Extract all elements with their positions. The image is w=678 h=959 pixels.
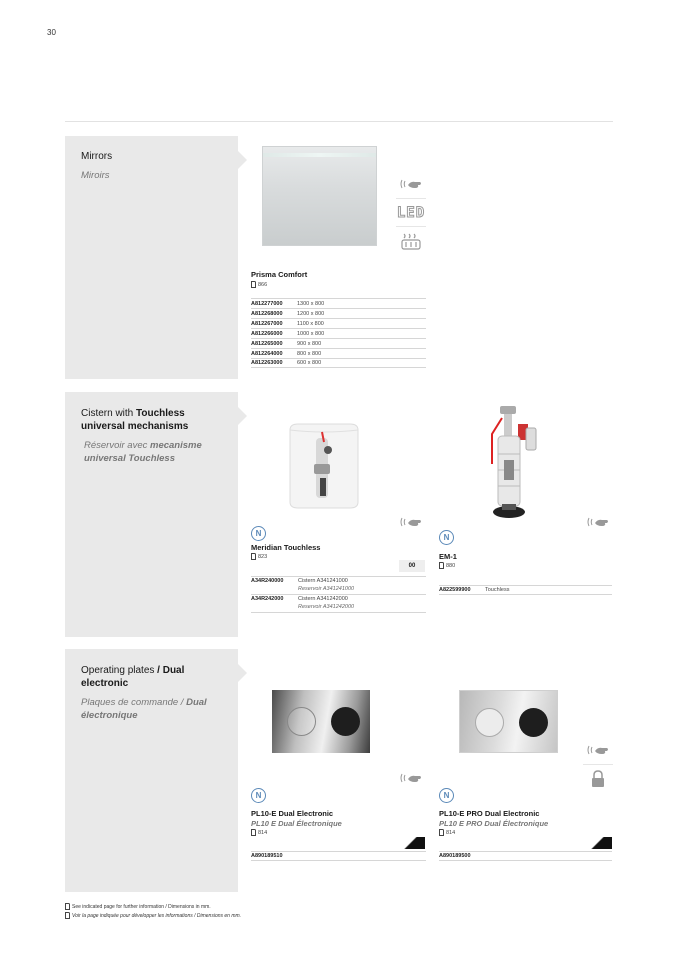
section-title: Operating plates / Dual electronic [81,665,185,689]
description-fr: Reservoir A341242000 [298,603,355,610]
product-dimensions: Touchless [485,587,510,593]
product-code: A822599900 [439,587,471,593]
page-reference: 823 [251,553,267,560]
pl10e-pro-plate-image [459,690,558,753]
product-code: A34R240000 [251,578,284,584]
description-en: Cistern A341242000 [298,596,348,602]
product-description [298,578,354,593]
touchless-hand-icon [396,764,426,792]
table-row [251,308,426,318]
product-code: A812264000 [251,350,283,357]
page-reference: 880 [439,562,455,569]
document-icon [251,281,256,288]
table-row [251,576,426,594]
product-dimensions: 900 x 800 [297,340,322,347]
chrome-black-swatch [583,837,612,849]
touchless-hand-icon [396,508,426,536]
led-icon [396,198,426,226]
table-row [439,585,612,595]
product-name: EM-1 [439,552,457,561]
touchless-hand-icon [583,736,613,764]
em1-variants-table [439,585,612,595]
table-row [251,338,426,348]
table-row [251,318,426,328]
mirror-variants-table [251,298,426,368]
product-name-fr: PL10 E Dual Électronique [251,819,342,828]
product-code: A812266000 [251,330,283,337]
product-code: A812277000 [251,300,283,307]
page-reference: 814 [251,829,267,836]
table-row [251,348,426,358]
product-name: PL10-E PRO Dual Electronic [439,809,540,818]
document-icon [439,562,444,569]
document-icon [65,903,70,910]
document-icon [439,829,444,836]
heater-icon [396,226,426,254]
em1-mechanism-image [480,404,540,526]
new-badge: N [251,788,266,803]
chrome-black-swatch [396,837,425,849]
page-number: 30 [47,28,56,37]
table-row [251,298,426,308]
section-title: Cistern with Touchless universal mechanisms [81,408,189,432]
section-mirrors [65,136,238,379]
section-cistern [65,392,238,637]
color-code-badge: 00 [399,560,425,572]
new-badge: N [439,788,454,803]
product-code: A812267000 [251,320,283,327]
section-subtitle: Miroirs [81,170,110,181]
section-subtitle: Réservoir avec mecanisme universal Touchless [84,440,202,464]
product-dimensions: 1000 x 800 [297,330,325,337]
touchless-hand-icon [583,508,613,536]
new-badge: N [251,526,266,541]
description-en: Cistern A341241000 [298,578,348,584]
product-description [298,596,354,611]
product-code: A812263000 [251,360,283,366]
touchless-hand-icon [396,170,426,198]
product-dimensions: 1200 x 800 [297,310,325,317]
section-operating-plates [65,649,238,892]
product-code: A812268000 [251,310,283,317]
section-subtitle: Plaques de commande / Dual électronique [81,697,207,721]
footnote-en: See indicated page for further information / Dimensions in mm. [65,903,211,910]
product-name: Prisma Comfort [251,270,308,279]
cistern-variants-table [251,576,426,613]
pl10e-plate-image [272,690,370,753]
product-code: A812265000 [251,340,283,347]
mirror-image [262,146,377,246]
page-reference: 814 [439,829,455,836]
table-row [251,594,426,613]
document-icon [251,553,256,560]
product-dimensions: 1300 x 800 [297,300,325,307]
product-dimensions: 1100 x 800 [297,320,324,327]
product-name-fr: PL10 E PRO Dual Électronique [439,819,549,828]
product-code: A890189510 [251,853,283,859]
table-row [251,358,426,368]
top-divider [65,121,613,122]
description-fr: Reservoir A341241000 [298,585,355,592]
led-label: LED [396,204,426,221]
product-code: A890189500 [439,853,471,859]
document-icon [65,912,70,919]
footnote-fr: Voir la page indiquée pour développer les informations / Dimensions en mm. [65,912,241,919]
product-name: Meridian Touchless [251,543,321,552]
page-reference: 866 [251,281,267,288]
pl10e-pro-variants-table [439,851,612,861]
pl10e-variants-table [251,851,426,861]
product-code: A34R242000 [251,596,284,602]
table-row [251,328,426,338]
product-name: PL10-E Dual Electronic [251,809,334,818]
product-dimensions: 800 x 800 [297,350,322,357]
product-dimensions: 600 x 800 [297,360,322,366]
document-icon [251,829,256,836]
meridian-cistern-image [284,420,364,512]
lock-icon [583,764,613,792]
new-badge: N [439,530,454,545]
section-title: Mirrors [81,151,113,162]
